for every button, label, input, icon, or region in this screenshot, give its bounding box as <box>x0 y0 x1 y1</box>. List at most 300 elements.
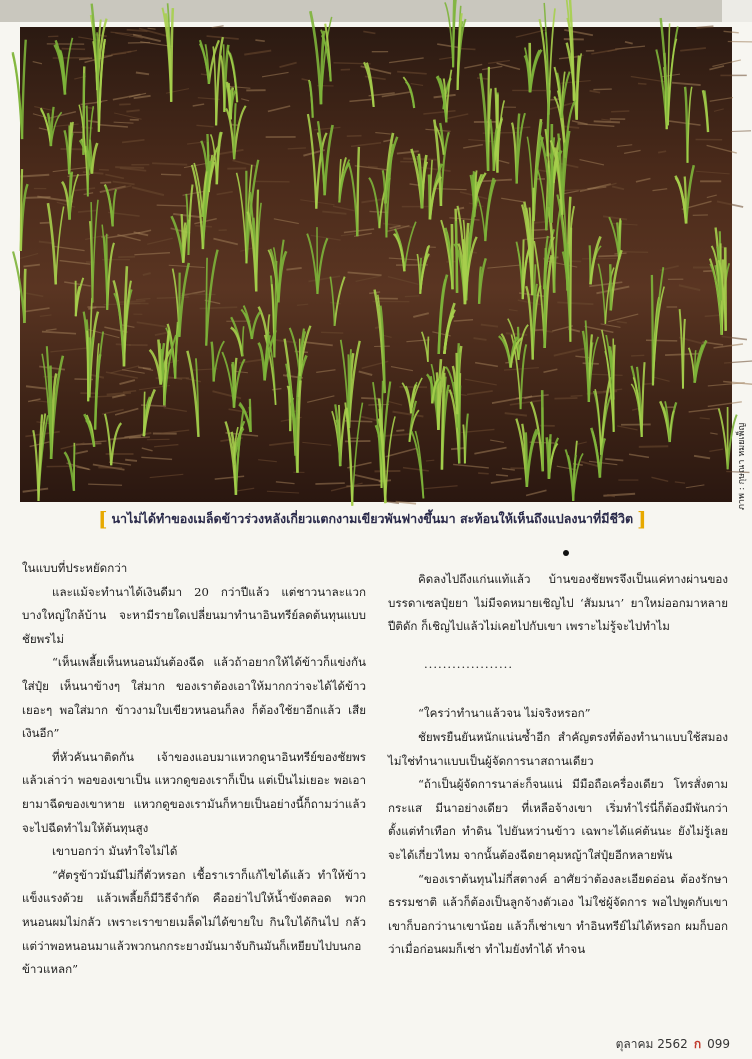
straw-stubble <box>315 483 344 484</box>
rice-seedling <box>55 38 73 95</box>
rice-seedling <box>248 190 261 292</box>
straw-stubble <box>425 486 458 489</box>
rice-seedling <box>675 165 694 223</box>
straw-stubble <box>106 372 138 378</box>
rice-seedling <box>685 87 692 163</box>
straw-stubble <box>161 174 181 175</box>
straw-stubble <box>578 124 615 127</box>
paragraph: ในแบบที่ประหยัดกว่า <box>22 561 128 575</box>
straw-stubble <box>388 401 402 405</box>
straw-stubble <box>610 223 637 225</box>
straw-stubble <box>672 83 701 85</box>
issue-date: ตุลาคม 2562 <box>615 1036 688 1051</box>
straw-stubble <box>722 336 747 339</box>
straw-stubble <box>141 457 172 459</box>
top-scan-strip <box>0 0 752 22</box>
straw-stubble <box>710 433 717 434</box>
quote-paragraph: “ศัตรูข้าวมันมีไม่กี่ตัวหรอก เชื้อราเราก็แก้ไขได้แล้ว ทำให้ข้าวแข็งแรงด้วย แล้วเพลี้ยก็มีวิธีจำกัด คืออย่าไปให้น้ำขังตลอด พวกหนอนผมไม่กลัว เพราะเราขายเมล็ดไม่ได้ขายใบ กินใบได้กินไป กลัวแต่ว่าพอหนอนมาแล้วพวกนกกระยางมันมาจับกินมันก็เหยียบไปบนกอข้าวแหลก” <box>22 867 366 977</box>
straw-stubble <box>543 369 557 372</box>
straw-stubble <box>707 195 717 198</box>
photo-caption <box>98 507 647 531</box>
straw-stubble <box>601 324 621 327</box>
straw-stubble <box>212 391 241 398</box>
rice-seedling <box>212 341 225 381</box>
straw-stubble <box>344 229 374 233</box>
magazine-mark: ก <box>693 1036 702 1051</box>
straw-stubble <box>62 49 85 50</box>
straw-stubble <box>617 145 632 147</box>
straw-stubble <box>580 160 604 165</box>
straw-stubble <box>651 477 668 481</box>
straw-stubble <box>524 396 532 398</box>
rice-seedling <box>590 236 601 284</box>
straw-stubble <box>20 254 38 259</box>
straw-stubble <box>134 96 151 98</box>
rice-seedling <box>114 266 132 366</box>
straw-stubble <box>454 320 473 321</box>
straw-stubble <box>492 398 521 403</box>
straw-stubble <box>25 308 50 312</box>
straw-stubble <box>193 104 204 106</box>
rice-seedling <box>512 113 525 183</box>
straw-stubble <box>132 187 164 195</box>
straw-stubble <box>496 475 508 476</box>
straw-stubble <box>308 276 340 281</box>
straw-stubble <box>33 62 42 64</box>
straw-stubble <box>100 186 126 192</box>
rice-seedling <box>689 340 707 382</box>
rice-seedling <box>171 214 188 263</box>
straw-stubble <box>115 167 144 168</box>
straw-stubble <box>142 448 153 451</box>
rice-seedling <box>345 403 362 506</box>
rice-seedling <box>547 434 558 479</box>
straw-stubble <box>244 51 271 55</box>
straw-stubble <box>57 202 75 207</box>
rice-seedling <box>554 67 569 118</box>
straw-stubble <box>465 379 497 385</box>
straw-stubble <box>349 99 371 101</box>
straw-stubble <box>413 313 429 317</box>
straw-stubble <box>141 433 152 435</box>
straw-stubble <box>330 302 340 303</box>
straw-stubble <box>75 451 87 454</box>
straw-stubble <box>696 26 713 28</box>
straw-stubble <box>279 63 296 68</box>
section-heading-quote: “ใครว่าทำนาแล้วจน ไม่จริงหรอก” <box>418 706 591 721</box>
rice-seedling <box>90 200 98 303</box>
straw-stubble <box>709 449 723 451</box>
straw-stubble <box>196 125 213 126</box>
straw-stubble <box>152 163 187 164</box>
straw-stubble <box>709 66 724 70</box>
straw-stubble <box>554 398 577 399</box>
straw-stubble <box>297 304 308 305</box>
rice-seedling <box>222 352 244 408</box>
straw-stubble <box>453 464 489 467</box>
straw-stubble <box>605 459 623 461</box>
straw-stubble <box>700 418 710 419</box>
straw-stubble <box>143 273 151 275</box>
straw-stubble <box>139 28 167 35</box>
straw-stubble <box>477 78 489 79</box>
rice-seedling <box>339 157 349 202</box>
straw-stubble <box>40 315 52 316</box>
straw-stubble <box>629 454 649 457</box>
straw-stubble <box>694 456 710 458</box>
straw-stubble <box>267 491 299 493</box>
rice-seedlings-photo <box>20 27 732 502</box>
straw-stubble <box>125 460 137 461</box>
straw-stubble <box>307 396 334 403</box>
rice-seedling <box>95 331 103 429</box>
straw-stubble <box>461 49 476 50</box>
rice-seedling <box>375 290 385 394</box>
straw-stubble <box>311 235 341 240</box>
rice-seedling <box>610 250 621 310</box>
straw-stubble <box>406 340 429 342</box>
rice-seedling <box>661 18 678 125</box>
straw-stubble <box>388 277 419 285</box>
rice-seedling <box>566 441 583 501</box>
straw-stubble <box>449 218 479 220</box>
straw-stubble <box>680 48 706 51</box>
straw-stubble <box>348 272 382 275</box>
straw-stubble <box>333 206 354 211</box>
straw-stubble <box>481 180 512 182</box>
straw-stubble <box>589 282 622 286</box>
straw-stubble <box>40 223 50 224</box>
straw-stubble <box>341 234 356 236</box>
straw-stubble <box>498 160 509 163</box>
straw-stubble <box>288 148 306 149</box>
straw-stubble <box>363 31 375 33</box>
bullet-dot <box>563 550 569 556</box>
straw-stubble <box>42 332 76 334</box>
straw-stubble <box>397 72 427 74</box>
straw-stubble <box>97 125 127 127</box>
straw-stubble <box>636 178 650 181</box>
rice-seedling <box>33 414 48 501</box>
straw-stubble <box>474 338 487 340</box>
caption-text: นาไม่ได้ทำของเมล็ดข้าวร่วงหลังเกี่ยวแตกงามเขียวพันฟางขึ้นมา สะท้อนให้เห็นถึงแปลงนาที่มีชีวิต <box>111 511 634 526</box>
straw-stubble <box>126 110 139 111</box>
rice-seedling <box>525 43 542 92</box>
straw-stubble <box>61 443 85 449</box>
straw-stubble <box>624 150 640 153</box>
rice-seedling <box>268 240 286 303</box>
rice-seedling <box>84 414 94 447</box>
paragraph: ชัยพรยืนยันหนักแน่นซ้ำอีก สำคัญตรงที่ต้องทำนาแบบใช้สมอง ไม่ใช่ทำนาแบบเป็นผู้จัดการนาสถานเดียว <box>388 729 728 768</box>
straw-stubble <box>134 253 170 255</box>
straw-stubble <box>608 48 623 51</box>
rice-seedling <box>444 303 454 354</box>
straw-stubble <box>478 473 489 474</box>
straw-stubble <box>712 60 740 66</box>
straw-stubble <box>133 35 161 41</box>
straw-stubble <box>105 175 124 179</box>
straw-stubble <box>590 91 601 93</box>
straw-stubble <box>120 301 146 302</box>
straw-stubble <box>611 111 629 112</box>
rice-seedling <box>652 267 664 385</box>
caption-bracket-open: [ <box>98 507 108 531</box>
straw-stubble <box>276 482 295 484</box>
right-text-column <box>388 568 728 962</box>
straw-stubble <box>488 61 510 64</box>
straw-stubble <box>34 107 52 111</box>
straw-stubble <box>23 265 39 267</box>
straw-stubble <box>426 460 434 461</box>
straw-stubble <box>571 396 583 397</box>
straw-stubble <box>561 81 591 84</box>
straw-stubble <box>117 235 140 241</box>
rice-seedling <box>631 362 644 437</box>
straw-stubble <box>603 216 627 219</box>
straw-stubble <box>475 363 498 367</box>
straw-stubble <box>617 426 637 430</box>
straw-stubble <box>114 122 134 123</box>
straw-stubble <box>639 446 668 447</box>
straw-stubble <box>728 41 752 42</box>
straw-stubble <box>707 145 737 153</box>
straw-stubble <box>646 340 677 341</box>
straw-stubble <box>322 212 346 214</box>
paragraph: และแม้จะทำนาได้เงินดีมา 20 กว่าปีแล้ว แต่ชาวนาละแวกบางใหญ่ใกล้บ้าน จะหามีรายใดเปลี่ยนมาทำนาอินทรีย์ลดต้นทุนแบบชัยพรไม่ <box>22 584 366 646</box>
rice-seedling <box>105 184 116 226</box>
straw-stubble <box>217 192 233 195</box>
rice-seedling <box>206 250 217 346</box>
straw-stubble <box>564 191 579 194</box>
straw-stubble <box>631 76 665 81</box>
paragraph: คิดลงไปถึงแก่นแท้แล้ว บ้านของชัยพรจึงเป็นแค่ทางผ่านของบรรดาเซลปุ๋ยยา ไม่มีจดหมายเชิญไป ‘สัมมนา’ ยาใหม่ออกมาหลายปีติดัก ก็เชิญไปแล้วไม่เคยไปกับเขา เพราะไม่รู้จะไปทำไม <box>388 572 728 634</box>
photo-credit: ภาพ : กุษณา หมยเพ็ญ <box>737 422 747 510</box>
straw-stubble <box>46 329 57 331</box>
straw-stubble <box>213 239 237 245</box>
straw-stubble <box>731 131 751 132</box>
straw-stubble <box>463 145 483 148</box>
paragraph: เขาบอกว่า มันทำใจไม่ได้ <box>52 844 178 859</box>
straw-stubble <box>675 482 685 483</box>
rice-seedling <box>64 122 73 174</box>
straw-stubble <box>347 136 362 137</box>
straw-stubble <box>351 143 381 147</box>
top-scan-edge <box>722 0 752 22</box>
straw-stubble <box>622 252 648 253</box>
straw-stubble <box>601 119 611 120</box>
rice-seedling <box>221 44 228 112</box>
straw-stubble <box>23 489 48 492</box>
straw-stubble <box>487 265 520 268</box>
straw-stubble <box>114 113 141 119</box>
straw-stubble <box>304 342 333 345</box>
straw-stubble <box>355 475 381 481</box>
straw-stubble <box>368 166 378 167</box>
straw-stubble <box>437 44 459 47</box>
straw-stubble <box>255 40 264 41</box>
straw-stubble <box>423 111 455 114</box>
straw-stubble <box>505 413 527 416</box>
rice-field-illustration <box>20 27 732 502</box>
straw-stubble <box>316 370 335 373</box>
straw-stubble <box>403 468 429 471</box>
quote-paragraph: “ของเราต้นทุนไม่กี่สตางค์ อาศัยว่าต้องละเอียดอ่อน ต้องรักษาธรรมชาติ แล้วก็ต้องเป็นลูกจ้างตัวเอง ไม่ใช่ผู้จัดการ พอไปพูดกับเขา เขาก็บอกว่านาเขาน้อย แล้วก็เช่าเขา ทำอินทรีย์ไม่ได้หรอก ผมก็บอกว่าเมื่อก่อนผมก็เช่า ทำไมยังทำได้ ทำจน <box>388 871 728 957</box>
rice-seedling <box>144 389 155 436</box>
straw-stubble <box>258 460 277 462</box>
straw-stubble <box>136 73 149 75</box>
straw-stubble <box>491 479 522 483</box>
straw-stubble <box>411 84 423 86</box>
straw-stubble <box>467 391 493 395</box>
straw-stubble <box>121 325 135 328</box>
rice-seedling <box>309 80 313 118</box>
straw-stubble <box>710 98 733 102</box>
straw-stubble <box>501 198 524 202</box>
straw-stubble <box>554 349 585 356</box>
straw-stubble <box>653 377 670 381</box>
rice-seedling <box>412 431 424 498</box>
straw-stubble <box>215 476 244 479</box>
rice-seedling <box>12 40 25 139</box>
straw-stubble <box>679 285 700 290</box>
straw-stubble <box>85 236 102 240</box>
rice-seedling <box>479 258 486 303</box>
straw-stubble <box>686 485 705 488</box>
straw-stubble <box>591 374 622 375</box>
straw-stubble <box>396 430 404 431</box>
straw-stubble <box>564 30 593 35</box>
straw-stubble <box>60 261 91 265</box>
straw-stubble <box>232 160 257 166</box>
rice-seedling <box>463 414 468 464</box>
straw-stubble <box>47 466 78 467</box>
rice-seedling <box>402 378 422 414</box>
straw-stubble <box>447 114 469 119</box>
straw-stubble <box>107 393 131 395</box>
straw-stubble <box>504 368 539 371</box>
straw-stubble <box>157 205 187 206</box>
rice-seedling <box>13 252 25 323</box>
rice-seedling <box>200 40 219 84</box>
straw-stubble <box>302 442 331 445</box>
straw-stubble <box>578 442 587 444</box>
straw-stubble <box>137 322 169 327</box>
rice-seedling <box>186 185 192 255</box>
straw-stubble <box>166 89 189 94</box>
page-footer <box>616 1035 730 1053</box>
straw-stubble <box>200 307 238 308</box>
straw-stubble <box>73 188 95 191</box>
straw-stubble <box>50 348 87 352</box>
rice-seedling <box>516 419 538 487</box>
rice-seedling <box>422 332 429 362</box>
straw-stubble <box>393 412 424 417</box>
straw-stubble <box>638 83 646 84</box>
straw-stubble <box>122 140 144 143</box>
left-text-column <box>22 557 366 982</box>
straw-stubble <box>154 445 178 447</box>
straw-stubble <box>481 325 498 327</box>
straw-stubble <box>148 28 156 29</box>
straw-stubble <box>405 296 420 297</box>
straw-stubble <box>474 448 506 454</box>
straw-stubble <box>26 293 43 296</box>
straw-stubble <box>490 440 504 442</box>
rice-seedling <box>231 317 244 356</box>
straw-stubble <box>433 189 467 190</box>
straw-stubble <box>237 488 254 491</box>
straw-stubble <box>268 106 290 111</box>
section-separator: ................... <box>424 656 514 671</box>
straw-stubble <box>64 282 91 286</box>
straw-stubble <box>509 310 518 311</box>
rice-seedling <box>241 306 260 339</box>
straw-stubble <box>78 210 97 212</box>
straw-stubble <box>136 299 151 300</box>
quote-paragraph: “เห็นเพลี้ยเห็นหนอนมันต้องฉีด แล้วถ้าอยากให้ได้ข้าวก็แข่งกันใส่ปุ๋ย เห็นนาข้างๆ ใส่มาก ของเราต้องเอาให้มากกว่าจะได้ได้ข้าวเยอะๆ พอใส่มาก ข้าวงามใบเขียวหนอนก็ลง ก็ต้องใช้ยาอีกแล้ว เสียเงินอีก” <box>22 655 366 741</box>
straw-stubble <box>526 490 546 495</box>
straw-stubble <box>482 66 502 69</box>
rice-seedling <box>442 373 449 470</box>
rice-seedling <box>417 245 429 293</box>
paragraph: ที่หัวคันนาติดกัน เจ้าของแอบมาแหวกดูนาอินทรีย์ของชัยพรแล้วเล่าว่า พอของเขาเป็น แหวกดูของเราก็เป็น แต่เป็นไม่เยอะ พอเอายามาฉีดของเขาหาย แหวกดูของเรามันก็หายเป็นอย่างนี้ก็ถามว่าแล้วจะไปฉีดทำไมให้ต้นทุนสูง <box>22 749 366 835</box>
straw-stubble <box>717 201 743 207</box>
straw-stubble <box>464 64 482 68</box>
straw-stubble <box>147 238 173 244</box>
straw-stubble <box>262 72 288 76</box>
straw-stubble <box>612 186 624 189</box>
straw-stubble <box>557 302 593 304</box>
straw-stubble <box>359 371 373 375</box>
straw-stubble <box>164 408 187 412</box>
page-number: 099 <box>707 1037 730 1051</box>
rice-seedling <box>703 90 708 132</box>
straw-stubble <box>617 321 627 322</box>
straw-stubble <box>212 26 224 28</box>
straw-stubble <box>361 398 379 399</box>
straw-stubble <box>608 314 638 322</box>
straw-stubble <box>26 386 47 388</box>
straw-stubble <box>625 42 633 44</box>
straw-stubble <box>155 332 169 335</box>
straw-stubble <box>331 483 362 491</box>
rice-seedling <box>330 277 344 326</box>
rice-seedling <box>680 309 685 388</box>
rice-seedling <box>480 67 491 171</box>
straw-stubble <box>689 408 719 412</box>
rice-seedling <box>62 172 78 220</box>
straw-stubble <box>113 182 135 185</box>
straw-stubble <box>356 276 381 281</box>
straw-stubble <box>533 221 552 223</box>
rice-seedling <box>42 346 63 459</box>
straw-stubble <box>696 171 730 174</box>
straw-stubble <box>510 400 541 404</box>
rice-seedling <box>332 404 346 466</box>
straw-stubble <box>658 151 666 152</box>
straw-stubble <box>20 175 49 177</box>
straw-stubble <box>274 219 299 224</box>
straw-stubble <box>594 121 620 122</box>
rice-seedling <box>187 351 198 437</box>
rice-seedling <box>173 263 189 337</box>
straw-stubble <box>714 109 724 112</box>
straw-stubble <box>389 58 424 63</box>
straw-stubble <box>119 380 134 384</box>
straw-stubble <box>115 409 138 415</box>
straw-stubble <box>666 121 700 125</box>
caption-bracket-close: ] <box>637 507 647 531</box>
